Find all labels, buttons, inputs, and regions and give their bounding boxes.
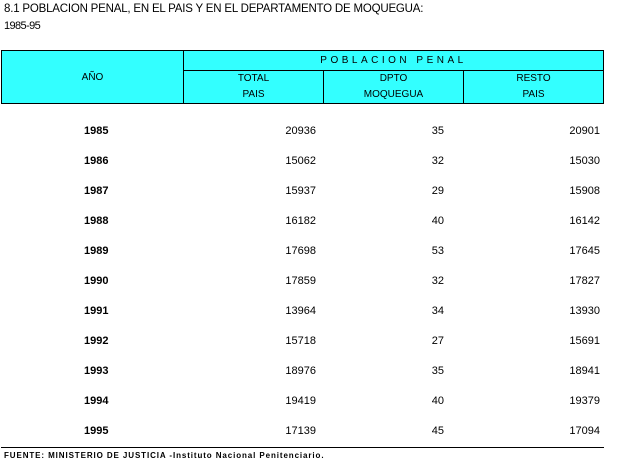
dpto-cell: 27 bbox=[431, 335, 444, 347]
header-dpto-line1: DPTO bbox=[379, 73, 408, 84]
header-total-pais bbox=[184, 71, 324, 103]
total-cell: 20936 bbox=[285, 125, 316, 137]
table-row bbox=[0, 147, 627, 177]
footer-divider bbox=[1, 447, 604, 448]
dpto-cell: 32 bbox=[431, 275, 444, 287]
total-cell: 13964 bbox=[285, 305, 316, 317]
header-resto-line2: PAIS bbox=[522, 89, 545, 100]
year-cell: 1988 bbox=[84, 215, 109, 227]
table-row bbox=[0, 327, 627, 357]
header-resto-line1: RESTO bbox=[516, 73, 551, 84]
total-cell: 15062 bbox=[285, 155, 316, 167]
table-title: 8.1 POBLACION PENAL, EN EL PAIS Y EN EL DEPARTAMENTO DE MOQUEGUA: bbox=[4, 3, 424, 15]
dpto-cell: 35 bbox=[431, 365, 444, 377]
table-row bbox=[0, 297, 627, 327]
header-dpto-moquegua bbox=[324, 71, 464, 103]
resto-cell: 15908 bbox=[569, 185, 600, 197]
table-body bbox=[0, 117, 627, 447]
dpto-cell: 34 bbox=[431, 305, 444, 317]
header-resto-pais bbox=[464, 71, 603, 103]
table-row bbox=[0, 237, 627, 267]
year-cell: 1987 bbox=[84, 185, 109, 197]
year-cell: 1995 bbox=[84, 425, 109, 437]
resto-cell: 18941 bbox=[569, 365, 600, 377]
resto-cell: 16142 bbox=[569, 215, 600, 227]
year-cell: 1993 bbox=[84, 365, 109, 377]
resto-cell: 20901 bbox=[569, 125, 600, 137]
table-row bbox=[0, 207, 627, 237]
header-total-line1: TOTAL bbox=[237, 73, 270, 84]
resto-cell: 17645 bbox=[569, 245, 600, 257]
total-cell: 15937 bbox=[285, 185, 316, 197]
header-group-poblacion-penal: POBLACION PENAL bbox=[184, 51, 603, 71]
table-row bbox=[0, 177, 627, 207]
dpto-cell: 29 bbox=[431, 185, 444, 197]
dpto-cell: 40 bbox=[431, 215, 444, 227]
total-cell: 16182 bbox=[285, 215, 316, 227]
resto-cell: 19379 bbox=[569, 395, 600, 407]
resto-cell: 17094 bbox=[569, 425, 600, 437]
resto-cell: 17827 bbox=[569, 275, 600, 287]
year-cell: 1990 bbox=[84, 275, 109, 287]
total-cell: 17859 bbox=[285, 275, 316, 287]
year-cell: 1985 bbox=[84, 125, 109, 137]
year-cell: 1986 bbox=[84, 155, 109, 167]
table-subtitle: 1985-95 bbox=[4, 20, 41, 32]
total-cell: 17698 bbox=[285, 245, 316, 257]
total-cell: 15718 bbox=[285, 335, 316, 347]
dpto-cell: 40 bbox=[431, 395, 444, 407]
total-cell: 19419 bbox=[285, 395, 316, 407]
resto-cell: 13930 bbox=[569, 305, 600, 317]
year-cell: 1992 bbox=[84, 335, 109, 347]
year-cell: 1991 bbox=[84, 305, 109, 317]
table-row bbox=[0, 117, 627, 147]
year-cell: 1989 bbox=[84, 245, 109, 257]
source-note: FUENTE: MINISTERIO DE JUSTICIA -Instituto Nacional Penitenciario. bbox=[4, 451, 325, 460]
total-cell: 18976 bbox=[285, 365, 316, 377]
total-cell: 17139 bbox=[285, 425, 316, 437]
header-dpto-line2: MOQUEGUA bbox=[363, 89, 424, 100]
dpto-cell: 32 bbox=[431, 155, 444, 167]
resto-cell: 15030 bbox=[569, 155, 600, 167]
table-header bbox=[1, 50, 604, 104]
header-year: AÑO bbox=[2, 51, 184, 103]
resto-cell: 15691 bbox=[569, 335, 600, 347]
dpto-cell: 45 bbox=[431, 425, 444, 437]
table-row bbox=[0, 357, 627, 387]
dpto-cell: 35 bbox=[431, 125, 444, 137]
dpto-cell: 53 bbox=[431, 245, 444, 257]
table-row bbox=[0, 387, 627, 417]
table-row bbox=[0, 267, 627, 297]
table-row bbox=[0, 417, 627, 447]
header-total-line2: PAIS bbox=[242, 89, 265, 100]
year-cell: 1994 bbox=[84, 395, 109, 407]
